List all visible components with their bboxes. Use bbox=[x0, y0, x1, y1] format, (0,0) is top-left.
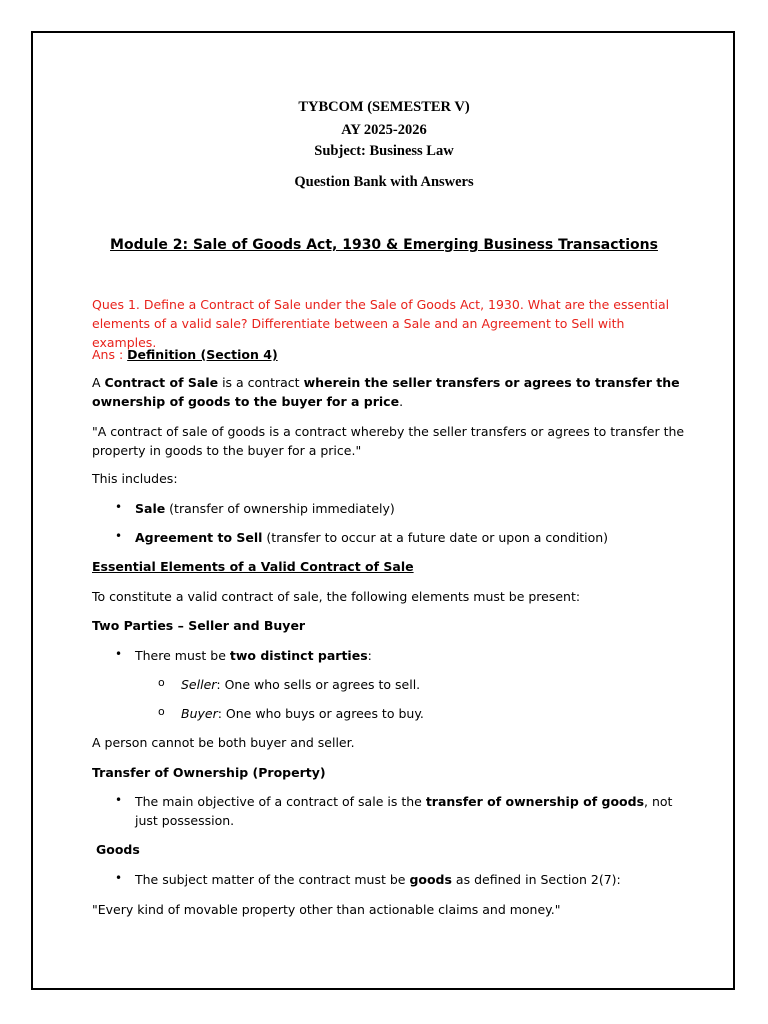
two-parties-a: There must be bbox=[135, 648, 230, 663]
answer-prefix: Ans : bbox=[92, 347, 128, 362]
party-note: A person cannot be both buyer and seller. bbox=[92, 735, 355, 750]
bullet-icon: • bbox=[115, 529, 123, 543]
header-subject: Subject: Business Law bbox=[314, 143, 454, 159]
buyer-item bbox=[181, 704, 681, 723]
bullet-agreement-rest: (transfer to occur at a future date or upon a condition) bbox=[262, 530, 609, 545]
bullet-icon: • bbox=[115, 500, 123, 514]
bullet-icon: • bbox=[115, 871, 123, 885]
bullet-icon: • bbox=[115, 647, 123, 661]
buyer-text: : One who buys or agrees to buy. bbox=[217, 706, 424, 721]
transfer-b: transfer of ownership of goods bbox=[425, 794, 645, 809]
bullet-transfer bbox=[135, 792, 695, 830]
answer-heading bbox=[92, 345, 692, 364]
goods-a: The subject matter of the contract must be bbox=[135, 872, 410, 887]
two-parties-b: two distinct parties bbox=[229, 648, 368, 663]
sub-bullet-icon: o bbox=[158, 705, 165, 718]
elements-intro: To constitute a valid contract of sale, the following elements must be present: bbox=[92, 589, 581, 604]
question-text: Ques 1. Define a Contract of Sale under the Sale of Goods Act, 1930. What are the essential elements of a valid sale? Differentiate between a Sale and an Agreement to Sell with examples. bbox=[92, 297, 670, 350]
includes-label: This includes: bbox=[92, 471, 178, 486]
header-question-bank: Question Bank with Answers bbox=[294, 174, 474, 190]
header-course: TYBCOM (SEMESTER V) bbox=[298, 99, 470, 115]
bullet-icon: • bbox=[115, 793, 123, 807]
para1-a: A bbox=[92, 375, 105, 390]
two-parties-c: : bbox=[367, 648, 372, 663]
bullet-sale-rest: (transfer of ownership immediately) bbox=[165, 501, 395, 516]
bullet-agreement bbox=[135, 528, 695, 547]
para1-e: . bbox=[399, 394, 404, 409]
bullet-goods bbox=[135, 870, 695, 889]
para1-c: is a contract bbox=[218, 375, 304, 390]
transfer-c: , not just possession. bbox=[135, 794, 673, 828]
header-academic-year: AY 2025-2026 bbox=[341, 122, 427, 138]
bullet-two-parties bbox=[135, 646, 695, 665]
buyer-label: Buyer bbox=[181, 706, 218, 721]
goods-quote: "Every kind of movable property other than actionable claims and money." bbox=[92, 902, 561, 917]
transfer-heading: Transfer of Ownership (Property) bbox=[92, 765, 326, 780]
seller-item bbox=[181, 675, 681, 694]
para1-d: wherein the seller transfers or agrees to transfer the ownership of goods to the buyer for a price bbox=[92, 375, 680, 409]
definition-heading: Definition (Section 4) bbox=[127, 347, 278, 362]
para1-b: Contract of Sale bbox=[104, 375, 219, 390]
definition-quote: "A contract of sale of goods is a contract whereby the seller transfers or agrees to transfer the property in goods to the buyer for a price." bbox=[92, 424, 685, 458]
two-parties-heading: Two Parties – Seller and Buyer bbox=[92, 618, 306, 633]
goods-b: goods bbox=[409, 872, 452, 887]
module-title: Module 2: Sale of Goods Act, 1930 & Emerging Business Transactions bbox=[110, 237, 658, 253]
seller-label: Seller bbox=[181, 677, 217, 692]
bullet-agreement-bold: Agreement to Sell bbox=[135, 530, 263, 545]
bullet-sale-bold: Sale bbox=[135, 501, 166, 516]
sub-bullet-icon: o bbox=[158, 676, 165, 689]
definition-paragraph bbox=[92, 373, 692, 411]
seller-text: : One who sells or agrees to sell. bbox=[216, 677, 421, 692]
goods-c: as defined in Section 2(7): bbox=[451, 872, 621, 887]
elements-heading: Essential Elements of a Valid Contract of Sale bbox=[92, 559, 414, 574]
transfer-a: The main objective of a contract of sale is the bbox=[135, 794, 426, 809]
goods-heading: Goods bbox=[96, 842, 140, 857]
bullet-sale bbox=[135, 499, 695, 518]
